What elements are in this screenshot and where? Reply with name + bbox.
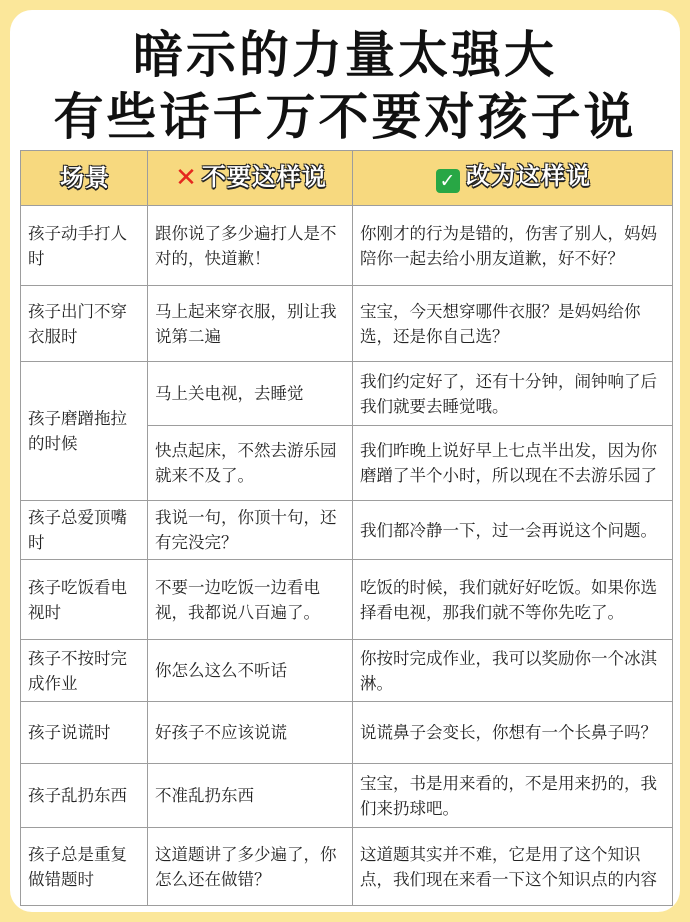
table-row (21, 560, 673, 640)
dont-cell: 你怎么这么不听话 (148, 640, 353, 702)
header-do: ✓ 改为这样说 (353, 151, 673, 206)
scene-cell: 孩子吃饭看电视时 (21, 560, 148, 640)
do-cell: 我们昨晚上说好早上七点半出发，因为你磨蹭了半个小时，所以现在不去游乐园了 (353, 426, 673, 501)
table-row (21, 362, 673, 426)
dont-cell: 跟你说了多少遍打人是不对的，快道歉！ (148, 206, 353, 286)
table-row (21, 286, 673, 362)
header-dont: ✕ 不要这样说 (148, 151, 353, 206)
cross-mark-icon: ✕ (175, 163, 198, 193)
title-line-2: 有些话千万不要对孩子说 (53, 88, 637, 146)
scene-cell: 孩子总爱顶嘴时 (21, 501, 148, 560)
dont-cell: 不要一边吃饭一边看电视，我都说八百遍了。 (148, 560, 353, 640)
advice-table (20, 150, 673, 906)
dont-cell: 我说一句，你顶十句，还有完没完？ (148, 501, 353, 560)
do-cell: 我们都冷静一下，过一会再说这个问题。 (353, 501, 673, 560)
do-cell: 这道题其实并不难，它是用了这个知识点，我们现在来看一下这个知识点的内容 (353, 828, 673, 906)
do-cell: 我们约定好了，还有十分钟，闹钟响了后我们就要去睡觉哦。 (353, 362, 673, 426)
scene-cell: 孩子磨蹭拖拉的时候 (21, 362, 148, 501)
scene-cell: 孩子说谎时 (21, 702, 148, 764)
do-cell: 宝宝，书是用来看的，不是用来扔的，我们来扔球吧。 (353, 764, 673, 828)
table-row (21, 206, 673, 286)
table-row (21, 501, 673, 560)
table-row (21, 828, 673, 906)
poster-card (10, 10, 680, 912)
dont-cell: 马上起来穿衣服，别让我说第二遍 (148, 286, 353, 362)
dont-cell: 不准乱扔东西 (148, 764, 353, 828)
header-scene: 场景 (21, 151, 148, 206)
title-line-1: 暗示的力量太强大 (133, 26, 557, 84)
do-cell: 宝宝，今天想穿哪件衣服？是妈妈给你选，还是你自己选？ (353, 286, 673, 362)
do-cell: 吃饭的时候，我们就好好吃饭。如果你选择看电视，那我们就不等你先吃了。 (353, 560, 673, 640)
scene-cell: 孩子动手打人时 (21, 206, 148, 286)
table-row (21, 702, 673, 764)
check-box-icon: ✓ (436, 169, 460, 193)
scene-cell: 孩子不按时完成作业 (21, 640, 148, 702)
dont-cell: 这道题讲了多少遍了，你怎么还在做错？ (148, 828, 353, 906)
scene-cell: 孩子乱扔东西 (21, 764, 148, 828)
do-cell: 你按时完成作业，我可以奖励你一个冰淇淋。 (353, 640, 673, 702)
poster-title (10, 24, 680, 148)
dont-cell: 马上关电视，去睡觉 (148, 362, 353, 426)
do-cell: 你刚才的行为是错的，伤害了别人，妈妈陪你一起去给小朋友道歉，好不好？ (353, 206, 673, 286)
table-header-row (21, 151, 673, 206)
do-cell: 说谎鼻子会变长，你想有一个长鼻子吗？ (353, 702, 673, 764)
dont-cell: 好孩子不应该说谎 (148, 702, 353, 764)
table-row (21, 640, 673, 702)
scene-cell: 孩子出门不穿衣服时 (21, 286, 148, 362)
table-row (21, 764, 673, 828)
scene-cell: 孩子总是重复做错题时 (21, 828, 148, 906)
dont-cell: 快点起床，不然去游乐园就来不及了。 (148, 426, 353, 501)
